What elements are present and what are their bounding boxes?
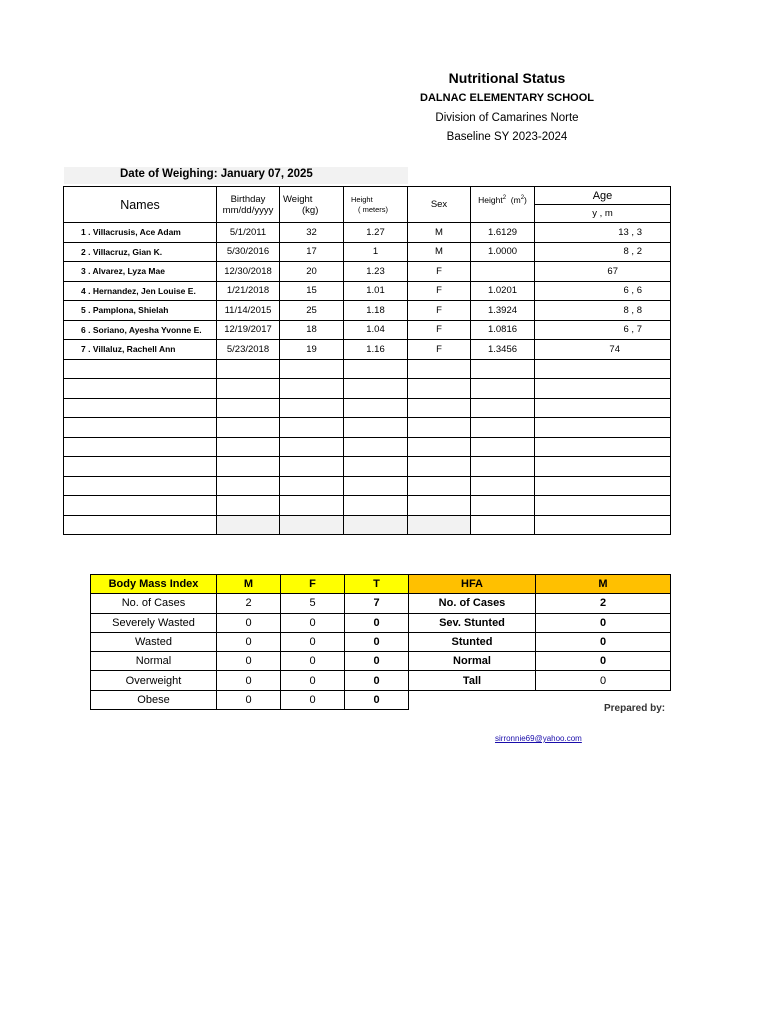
- bmi-header-label: Body Mass Index: [91, 575, 217, 594]
- empty-row: [64, 418, 671, 438]
- sex-cell: M: [408, 242, 471, 262]
- date-of-weighing-cell: [64, 167, 408, 184]
- bmi-row-label: Obese: [91, 690, 217, 709]
- weight-header: [280, 187, 344, 223]
- hfa-row: [409, 652, 671, 671]
- age-cell: 8 , 2: [535, 242, 671, 262]
- empty-row: [64, 515, 671, 535]
- bmi-header-f: F: [281, 575, 345, 594]
- prepared-by-label: Prepared by:: [604, 703, 666, 714]
- birthday-format-label: mm/dd/yyyy: [222, 204, 274, 216]
- email-link[interactable]: sirronnie69@yahoo.com: [495, 734, 582, 743]
- height-cell: 1.04: [344, 320, 408, 340]
- bmi-row-label: Overweight: [91, 671, 217, 690]
- age-cell: 67: [535, 262, 671, 282]
- row-number: 7 .: [81, 344, 91, 355]
- birthday-cell: 5/30/2016: [217, 242, 280, 262]
- learner-name: Alvarez, Lyza Mae: [92, 266, 165, 277]
- empty-row: [64, 496, 671, 516]
- sex-cell: F: [408, 281, 471, 301]
- height-cell: 1.16: [344, 340, 408, 360]
- weight-unit-label: (kg): [302, 204, 319, 216]
- table-row: [64, 242, 671, 262]
- empty-row: [64, 457, 671, 477]
- sex-cell: F: [408, 301, 471, 321]
- hfa-row: [409, 671, 671, 690]
- birthday-cell: 11/14/2015: [217, 301, 280, 321]
- learner-name: Villaluz, Rachell Ann: [92, 344, 176, 355]
- bmi-t-cell: 0: [345, 671, 409, 690]
- hfa-header-label: HFA: [409, 575, 536, 594]
- hfa-row-label: No. of Cases: [409, 594, 536, 613]
- age-cell: 6 , 7: [535, 320, 671, 340]
- bmi-t-cell: 0: [345, 690, 409, 709]
- bmi-m-cell: 2: [217, 594, 281, 613]
- height-header: [344, 187, 408, 223]
- bmi-f-cell: 0: [281, 652, 345, 671]
- weight-cell: 25: [280, 301, 344, 321]
- bmi-t-cell: 0: [345, 652, 409, 671]
- birthday-cell: 5/1/2011: [217, 223, 280, 243]
- height-cell: 1.01: [344, 281, 408, 301]
- height-squared-cell: 1.0201: [471, 281, 535, 301]
- sex-header: Sex: [408, 187, 471, 223]
- learner-name: Pamplona, Shielah: [92, 305, 169, 316]
- hfa-header-row: [409, 575, 671, 594]
- row-number: 6 .: [81, 324, 91, 335]
- empty-row: [64, 398, 671, 418]
- height-squared-cell: 1.6129: [471, 223, 535, 243]
- height-squared-cell: 1.3456: [471, 340, 535, 360]
- school-name: DALNAC ELEMENTARY SCHOOL: [420, 92, 594, 104]
- age-cell: 8 , 8: [535, 301, 671, 321]
- bmi-row: [91, 652, 409, 671]
- hfa-m-cell: 0: [536, 613, 671, 632]
- bmi-m-cell: 0: [217, 632, 281, 651]
- height-cell: 1.27: [344, 223, 408, 243]
- bmi-row-label: No. of Cases: [91, 594, 217, 613]
- bmi-row: [91, 690, 409, 709]
- bmi-header-row: [91, 575, 409, 594]
- bmi-f-cell: 0: [281, 632, 345, 651]
- date-of-weighing: Date of Weighing: January 07, 2025: [120, 168, 313, 180]
- bmi-m-cell: 0: [217, 671, 281, 690]
- learner-name: Villacrusis, Ace Adam: [92, 227, 181, 238]
- height-unit-label: ( meters): [358, 204, 388, 214]
- empty-row: [64, 437, 671, 457]
- birthday-label: Birthday: [230, 193, 266, 205]
- bmi-f-cell: 5: [281, 594, 345, 613]
- bmi-header-m: M: [217, 575, 281, 594]
- table-header-row: [64, 187, 671, 205]
- table-row: [64, 223, 671, 243]
- table-row: [64, 262, 671, 282]
- sex-cell: F: [408, 340, 471, 360]
- hfa-m-cell: 0: [536, 671, 671, 690]
- sex-cell: M: [408, 223, 471, 243]
- bmi-row: [91, 594, 409, 613]
- bmi-t-cell: 7: [345, 594, 409, 613]
- birthday-header: [217, 187, 280, 223]
- height-squared-cell: 1.3924: [471, 301, 535, 321]
- table-row: [64, 340, 671, 360]
- hfa-m-cell: 0: [536, 652, 671, 671]
- age-subheader: y , m: [535, 205, 671, 223]
- hfa-row: [409, 613, 671, 632]
- bmi-row: [91, 671, 409, 690]
- table-row: [64, 281, 671, 301]
- hfa-row-label: Tall: [409, 671, 536, 690]
- sex-cell: F: [408, 320, 471, 340]
- bmi-row-label: Wasted: [91, 632, 217, 651]
- bmi-m-cell: 0: [217, 652, 281, 671]
- empty-row: [64, 379, 671, 399]
- weight-cell: 17: [280, 242, 344, 262]
- age-cell: 74: [535, 340, 671, 360]
- bmi-row: [91, 632, 409, 651]
- height-squared-label: Height: [478, 195, 503, 205]
- age-cell: 13 , 3: [535, 223, 671, 243]
- bmi-m-cell: 0: [217, 690, 281, 709]
- bmi-header-t: T: [345, 575, 409, 594]
- row-number: 3 .: [81, 266, 91, 277]
- bmi-t-cell: 0: [345, 632, 409, 651]
- empty-row: [64, 359, 671, 379]
- height-squared-cell: 1.0000: [471, 242, 535, 262]
- table-row: [64, 301, 671, 321]
- hfa-row: [409, 632, 671, 651]
- row-number: 1 .: [81, 227, 91, 238]
- bmi-row-label: Severely Wasted: [91, 613, 217, 632]
- learner-name: Hernandez, Jen Louise E.: [92, 285, 196, 296]
- division-name: Division of Camarines Norte: [435, 112, 579, 124]
- birthday-cell: 1/21/2018: [217, 281, 280, 301]
- table-row: [64, 320, 671, 340]
- names-header: Names: [64, 187, 217, 223]
- height-squared-cell: [471, 262, 535, 282]
- row-number: 5 .: [81, 305, 91, 316]
- weight-cell: 20: [280, 262, 344, 282]
- bmi-t-cell: 0: [345, 613, 409, 632]
- learner-name: Villacruz, Gian K.: [92, 246, 163, 257]
- height-squared-cell: 1.0816: [471, 320, 535, 340]
- age-header: Age: [535, 187, 671, 205]
- bmi-f-cell: 0: [281, 613, 345, 632]
- height-squared-header: Height$^2$ $(m^2)$: [471, 187, 535, 223]
- hfa-summary-table: [408, 574, 671, 691]
- empty-row: [64, 476, 671, 496]
- weight-cell: 15: [280, 281, 344, 301]
- weight-cell: 18: [280, 320, 344, 340]
- row-number: 2 .: [81, 246, 91, 257]
- report-title: Nutritional Status: [448, 70, 566, 86]
- hfa-m-cell: 2: [536, 594, 671, 613]
- birthday-cell: 5/23/2018: [217, 340, 280, 360]
- height-cell: 1: [344, 242, 408, 262]
- hfa-row-label: Normal: [409, 652, 536, 671]
- birthday-cell: 12/19/2017: [217, 320, 280, 340]
- age-cell: 6 , 6: [535, 281, 671, 301]
- height-cell: 1.18: [344, 301, 408, 321]
- hfa-row: [409, 594, 671, 613]
- hfa-row-label: Sev. Stunted: [409, 613, 536, 632]
- hfa-m-cell: 0: [536, 632, 671, 651]
- hfa-row-label: Stunted: [409, 632, 536, 651]
- bmi-m-cell: 0: [217, 613, 281, 632]
- baseline-year: Baseline SY 2023-2024: [446, 131, 568, 143]
- weight-label: Weight: [283, 193, 313, 205]
- height-cell: 1.23: [344, 262, 408, 282]
- table-body: [64, 223, 671, 535]
- sex-cell: F: [408, 262, 471, 282]
- bmi-f-cell: 0: [281, 671, 345, 690]
- learner-name: Soriano, Ayesha Yvonne E.: [92, 324, 202, 335]
- bmi-row-label: Normal: [91, 652, 217, 671]
- birthday-cell: 12/30/2018: [217, 262, 280, 282]
- weight-cell: 32: [280, 223, 344, 243]
- row-number: 4 .: [81, 285, 91, 296]
- learners-table: [63, 186, 671, 535]
- hfa-header-m: M: [536, 575, 671, 594]
- height-label: Height: [351, 194, 373, 204]
- bmi-row: [91, 613, 409, 632]
- weight-cell: 19: [280, 340, 344, 360]
- bmi-summary-table: [90, 574, 409, 710]
- bmi-f-cell: 0: [281, 690, 345, 709]
- height-squared-unit: (m: [510, 195, 521, 205]
